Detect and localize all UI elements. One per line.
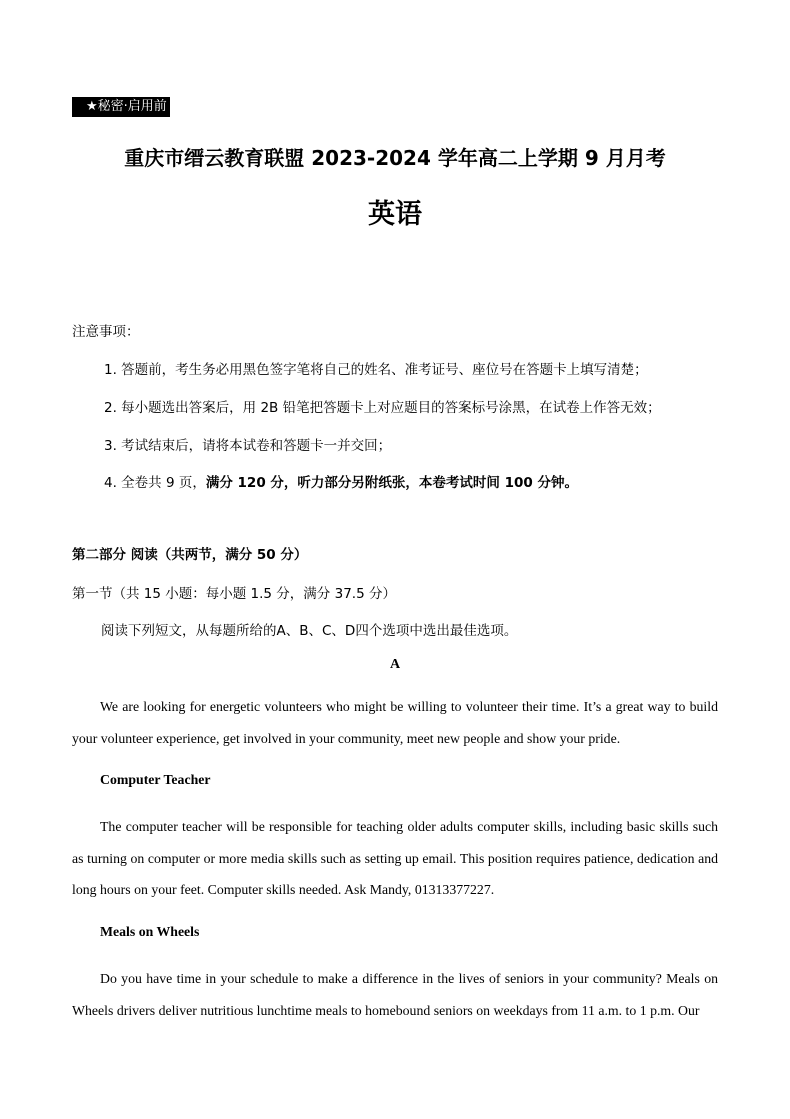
passage-intro: We are looking for energetic volunteers who might be willing to volunteer their time. It’s a great way to build your volunteer experience, get involved in your community, meet new people and show your pride. [72,699,718,746]
exam-title: 重庆市缙云教育联盟 2023-2024 学年高二上学期 9 月月考 [124,146,666,170]
notice-item: 1. 答题前，考生务必用黑色签字笔将自己的姓名、准考证号、座位号在答题卡上填写清楚； [104,362,648,378]
paragraph-computer-teacher: The computer teacher will be responsible for teaching older adults computer skills, including basic skills such as turning on computer or more media skills such as setting up email. This position requires patience, dedication and long hours on your feet. Computer skills needed. Ask Mandy, 01313377227. [72,819,718,897]
notice-item-4-prefix: 4. 全卷共 9 页， [104,475,206,491]
notice-heading: 注意事项： [72,324,140,340]
notice-item [104,471,578,491]
heading-meals-on-wheels: Meals on Wheels [100,924,200,939]
notice-item: 3. 考试结束后，请将本试卷和答题卡一并交回； [104,438,392,454]
notice-item: 2. 每小题选出答案后，用 2B 铅笔把答题卡上对应题目的答案标号涂黑，在试卷上作答无效； [104,400,661,416]
notice-item-4-bold: 满分 120 分，听力部分另附纸张，本卷考试时间 100 分钟。 [205,475,579,491]
paragraph-meals-on-wheels: Do you have time in your schedule to make a difference in the lives of seniors in your community? Meals on Wheels drivers deliver nutritious lunchtime meals to homebound seniors on weekdays from 11 a.m. to 1 p.m. Our [72,971,718,1018]
section-title: 第一节（共 15 小题：每小题 1.5 分，满分 37.5 分） [72,586,396,602]
part-title: 第二部分 阅读（共两节，满分 50 分） [72,547,308,563]
confidential-badge: ★秘密·启用前 [72,97,170,117]
passage-letter: A [389,657,401,672]
reading-instruction: 阅读下列短文，从每题所给的A、B、C、D四个选项中选出最佳选项。 [101,623,518,639]
subject-title: 英语 [368,199,422,230]
heading-computer-teacher: Computer Teacher [100,772,211,787]
